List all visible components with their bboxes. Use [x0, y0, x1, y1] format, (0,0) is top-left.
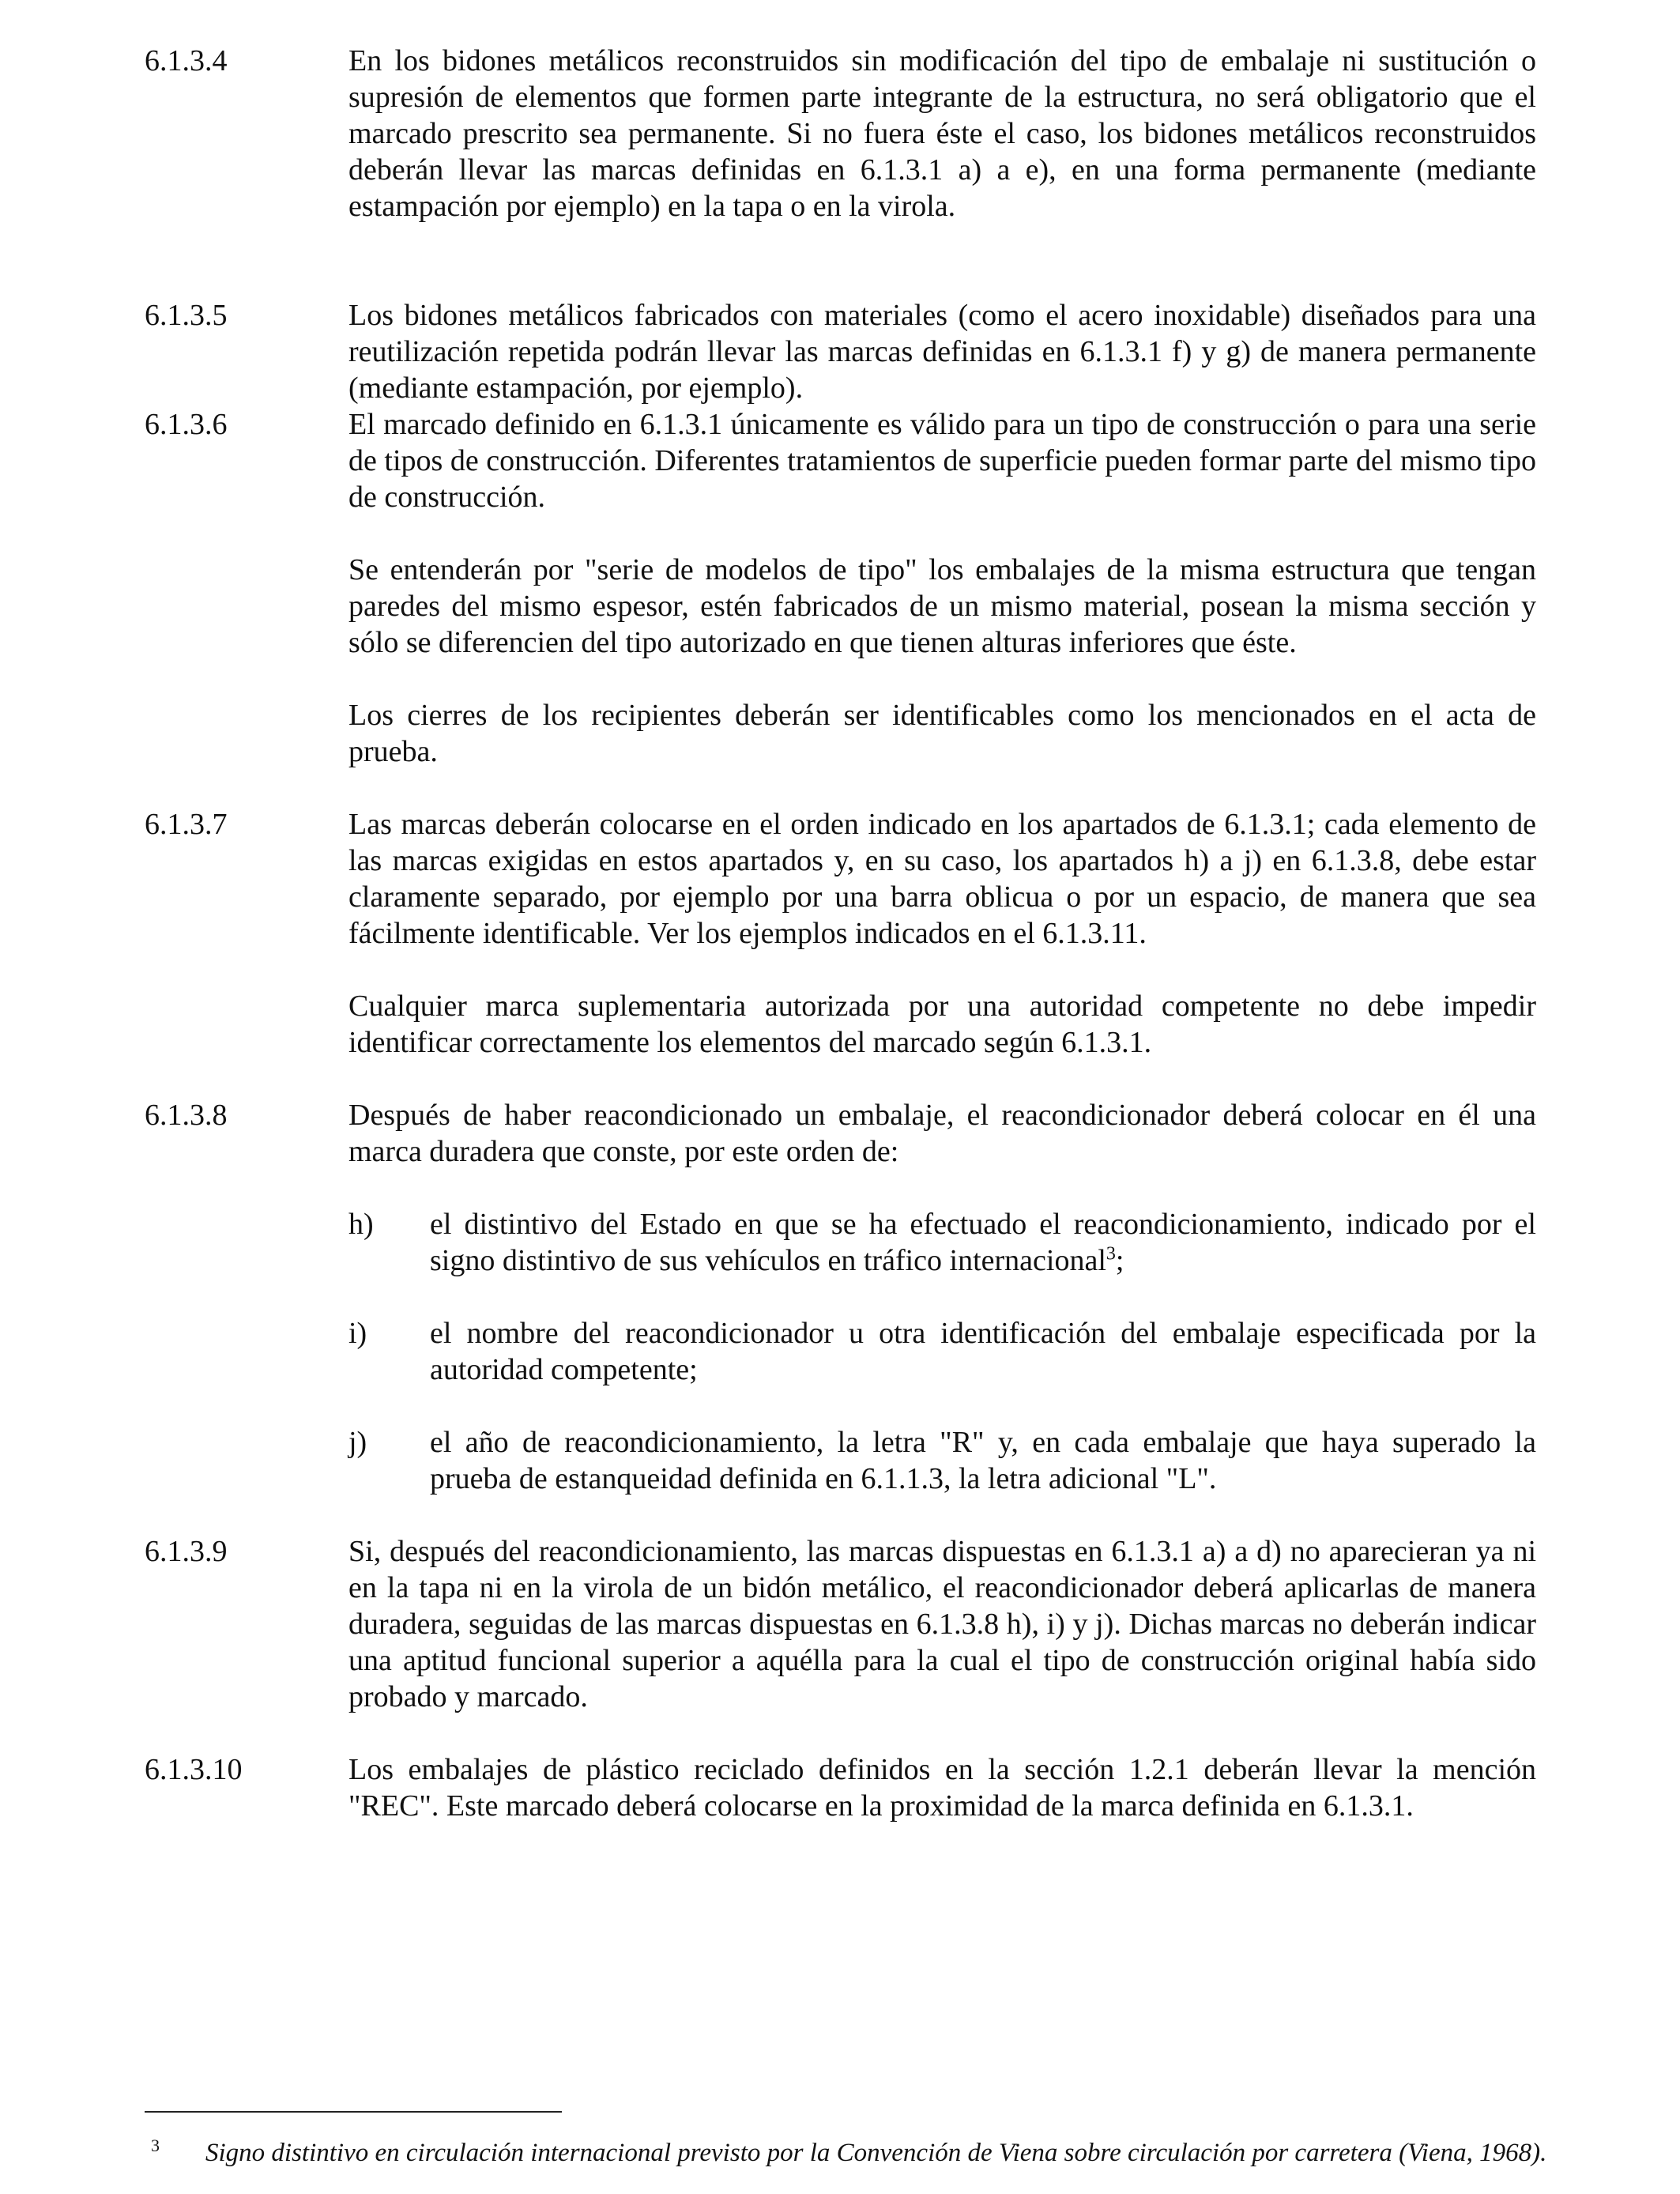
item-text-body: el distintivo del Estado en que se ha efectuado el reacondicionamiento, indicado por el signo distintivo de sus vehículos en tráfico internacional: [430, 1208, 1536, 1277]
clause-number: 6.1.3.9: [145, 1535, 228, 1568]
list-item-h: [348, 1206, 1536, 1279]
clause-number: 6.1.3.8: [145, 1099, 228, 1132]
clause-paragraph: Si, después del reacondicionamiento, las marcas dispuestas en 6.1.3.1 a) a d) no aparecieran ya ni en la tapa ni en la virola de un bidón metálico, el reacondicionador deberá aplicarlas de manera duradera, seguidas de las marcas dispuestas en 6.1.3.8 h), i) y j). Dichas marcas no deberán indicar una aptitud funcional superior a aquélla para la cual el tipo de construcción original había sido probado y marcado.: [348, 1535, 1536, 1713]
item-label: i): [348, 1317, 367, 1350]
clause-number: 6.1.3.4: [145, 44, 228, 77]
clause-paragraph: Después de haber reacondicionado un embalaje, el reacondicionador deberá colocar en él una marca duradera que conste, por este orden de:: [348, 1099, 1536, 1168]
item-text: el año de reacondicionamiento, la letra "R" y, en cada embalaje que haya superado la prueba de estanqueidad definida en 6.1.1.3, la letra adicional "L".: [430, 1426, 1536, 1495]
clause-body: [348, 1533, 1536, 1715]
clause-paragraph: Las marcas deberán colocarse en el orden indicado en los apartados de 6.1.3.1; cada elemento de las marcas exigidas en estos apartados y, en su caso, los apartados h) a j) en 6.1.3.8, debe estar claramente separado, por ejemplo por una barra oblicua o por un espacio, de manera que sea fácilmente identificable. Ver los ejemplos indicados en el 6.1.3.11.: [348, 808, 1536, 950]
clause-number: 6.1.3.5: [145, 299, 228, 332]
list-item-j: [348, 1424, 1536, 1497]
clause-number: 6.1.3.7: [145, 808, 228, 841]
clause-paragraph: En los bidones metálicos reconstruidos sin modificación del tipo de embalaje ni sustitución o supresión de elementos que formen parte integrante de la estructura, no será obligatorio que el marcado prescrito sea permanente. Si no fuera éste el caso, los bidones metálicos reconstruidos deberán llevar las marcas definidas en 6.1.3.1 a) a e), en una forma permanente (mediante estampación por ejemplo) en la tapa o en la virola.: [348, 44, 1536, 223]
clause-paragraph: Los cierres de los recipientes deberán ser identificables como los mencionados en el acta de prueba.: [348, 699, 1536, 768]
item-text: el nombre del reacondicionador u otra identificación del embalaje especificada por la autoridad competente;: [430, 1317, 1536, 1386]
clause-paragraph: El marcado definido en 6.1.3.1 únicamente es válido para un tipo de construcción o para una serie de tipos de construcción. Diferentes tratamientos de superficie pueden formar parte del mismo tipo de construcción.: [348, 408, 1536, 514]
item-text-tail: ;: [1115, 1244, 1124, 1277]
list-item-i: [348, 1315, 1536, 1388]
clause-paragraph: Cualquier marca suplementaria autorizada por una autoridad competente no debe impedir identificar correctamente los elementos del marcado según 6.1.3.1.: [348, 990, 1536, 1059]
clause-paragraph: Los bidones metálicos fabricados con materiales (como el acero inoxidable) diseñados para una reutilización repetida podrán llevar las marcas definidas en 6.1.3.1 f) y g) de manera permanente (mediante estampación, por ejemplo).: [348, 299, 1536, 405]
item-label: h): [348, 1208, 374, 1241]
clause-paragraph: Los embalajes de plástico reciclado definidos en la sección 1.2.1 deberán llevar la mención "REC". Este marcado deberá colocarse en la proximidad de la marca definida en 6.1.3.1.: [348, 1753, 1536, 1823]
item-text: [430, 1206, 1536, 1279]
clause-body: [348, 1751, 1536, 1824]
clause-number: 6.1.3.6: [145, 408, 228, 441]
footnote-mark: 3: [151, 2136, 160, 2155]
footnote-text: Signo distintivo en circulación internacional previsto por la Convención de Viena sobre circulación por carretera (Viena, 1968).: [205, 2139, 1547, 2167]
item-label: j): [348, 1426, 367, 1459]
clause-body: [348, 43, 1536, 224]
clause-paragraph: Se entenderán por "serie de modelos de tipo" los embalajes de la misma estructura que tengan paredes del mismo espesor, estén fabricados de un mismo material, posean la misma sección y sólo se diferencien del tipo autorizado en que tienen alturas inferiores que éste.: [348, 553, 1536, 659]
clause-body: [348, 1097, 1536, 1497]
clause-body: [348, 806, 1536, 1061]
clause-number: 6.1.3.10: [145, 1753, 243, 1786]
clause-body: [348, 297, 1536, 406]
clause-body: [348, 406, 1536, 770]
footnote-reference[interactable]: 3: [1106, 1243, 1116, 1265]
footnote-divider: [145, 2111, 562, 2113]
